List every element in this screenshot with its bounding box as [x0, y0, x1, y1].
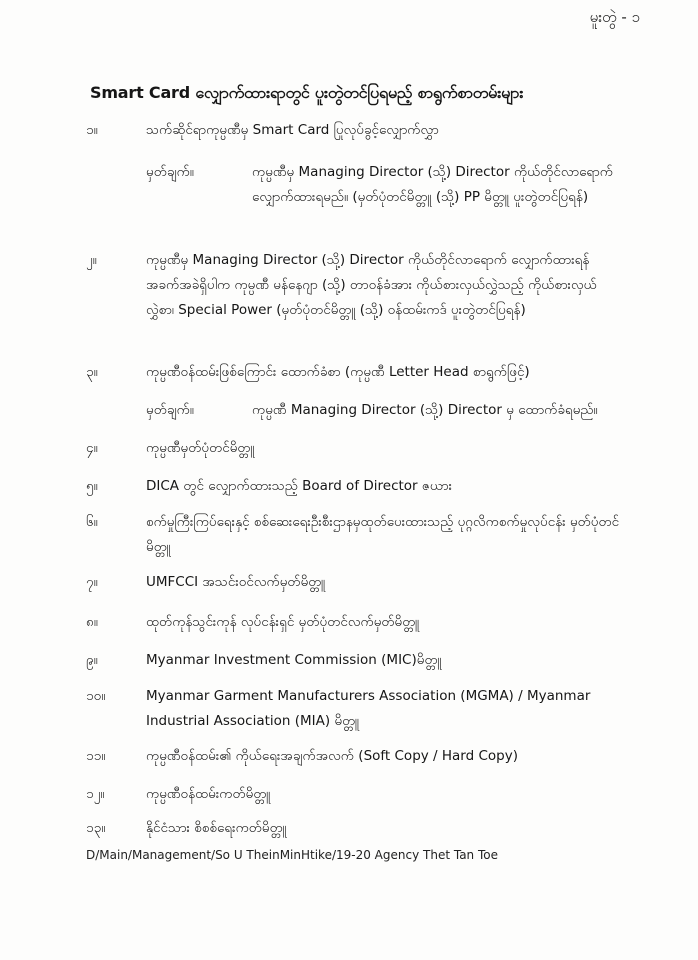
list-item: [86, 474, 626, 499]
item-text: သက်ဆိုင်ရာကုမ္ပဏီမှ Smart Card ပြုလုပ်ခွင့်လျှောက်လွှာ: [146, 122, 439, 138]
page-mark: မူးတွဲ - ၁: [589, 8, 640, 26]
list-item: [86, 510, 626, 560]
list-item: [86, 360, 626, 385]
list-item: [86, 648, 626, 673]
note-text: ကုမ္ပဏီမှ Managing Director (သို့) Director ကိုယ်တိုင်လာရောက်လျှောက်ထားရမည်။ (မှတ်ပုံတင်မိတ္တူ (သို့) PP မိတ္တူ ပူးတွဲတင်ပြရန်): [252, 164, 613, 205]
item-number: ၄။: [86, 440, 98, 456]
item-number: ၇။: [86, 574, 98, 590]
item-text: UMFCCI အသင်းဝင်လက်မှတ်မိတ္တူ: [146, 574, 326, 590]
item-number: ၂။: [86, 252, 97, 268]
item-text: နိုင်ငံသား စိစစ်ရေးကတ်မိတ္တူ: [146, 820, 287, 836]
item-number: ၁၃။: [86, 820, 106, 836]
list-item: [86, 570, 626, 595]
list-item: [86, 610, 626, 635]
list-item: [86, 436, 626, 461]
item-number: ၃။: [86, 364, 98, 380]
item-number: ၁၀။: [86, 688, 106, 704]
item-text: ကုမ္ပဏီဝန်ထမ်း၏ ကိုယ်ရေးအချက်အလက် (Soft Copy / Hard Copy): [146, 748, 518, 764]
document-footer: D/Main/Management/So U TheinMinHtike/19-20 Agency Thet Tan Toe: [86, 848, 498, 862]
list-item: [86, 684, 626, 734]
item-note: [146, 160, 616, 210]
item-text: ထုတ်ကုန်သွင်းကုန် လုပ်ငန်းရှင် မှတ်ပုံတင်လက်မှတ်မိတ္တူ: [146, 614, 420, 630]
item-number: ၁၂။: [86, 786, 105, 802]
note-label: မှတ်ချက်။: [146, 164, 194, 180]
list-item: [86, 782, 626, 807]
item-number: ၆။: [86, 514, 98, 530]
document-title: Smart Card လျှောက်ထားရာတွင် ပူးတွဲတင်ပြရမည့် စာရွက်စာတမ်းများ: [90, 83, 524, 102]
list-item: [86, 118, 626, 143]
item-note: [146, 398, 616, 423]
list-item: [86, 816, 626, 841]
item-text: DICA တွင် လျှောက်ထားသည့် Board of Director ဇယား: [146, 478, 452, 494]
list-item: [86, 248, 626, 323]
list-item: [86, 744, 626, 769]
item-number: ၅။: [86, 478, 98, 494]
item-text: ကုမ္ပဏီမှတ်ပုံတင်မိတ္တူ: [146, 440, 255, 456]
item-text: Myanmar Investment Commission (MIC)မိတ္တူ: [146, 652, 442, 668]
item-text: ကုမ္ပဏီမှ Managing Director (သို့) Director ကိုယ်တိုင်လာရောက် လျှောက်ထားရန် အခက်အခဲရှိပါက ကုမ္ပဏီ မန်နေဂျာ (သို့) တာဝန်ခံအား ကိုယ်စားလှယ်လွှဲသည့် ကိုယ်စားလှယ်လွှဲစာ၊ Special Power (မှတ်ပုံတင်မိတ္တူ (သို့) ဝန်ထမ်းကဒ် ပူးတွဲတင်ပြရန်): [146, 252, 597, 318]
item-text: စက်မှုကြီးကြပ်ရေးနှင့် စစ်ဆေးရေးဦးစီးဌာနမှထုတ်ပေးထားသည့် ပုဂ္ဂလိကစက်မှုလုပ်ငန်း မှတ်ပုံတင်မိတ္တူ: [146, 514, 620, 555]
note-text: ကုမ္ပဏီ Managing Director (သို့) Director မှ ထောက်ခံရမည်။: [252, 402, 598, 418]
item-text: ကုမ္ပဏီဝန်ထမ်းကတ်မိတ္တူ: [146, 786, 271, 802]
item-text: ကုမ္ပဏီဝန်ထမ်းဖြစ်ကြောင်း ထောက်ခံစာ (ကုမ္ပဏီ Letter Head စာရွက်ဖြင့်): [146, 364, 530, 380]
item-number: ၉။: [86, 652, 98, 668]
note-label: မှတ်ချက်။: [146, 402, 194, 418]
item-number: ၁၁။: [86, 748, 106, 764]
item-text: Myanmar Garment Manufacturers Association (MGMA) / Myanmar Industrial Association (MIA) မိတ္တူ: [146, 688, 591, 729]
item-number: ၁။: [86, 122, 98, 138]
item-number: ၈။: [86, 614, 98, 630]
